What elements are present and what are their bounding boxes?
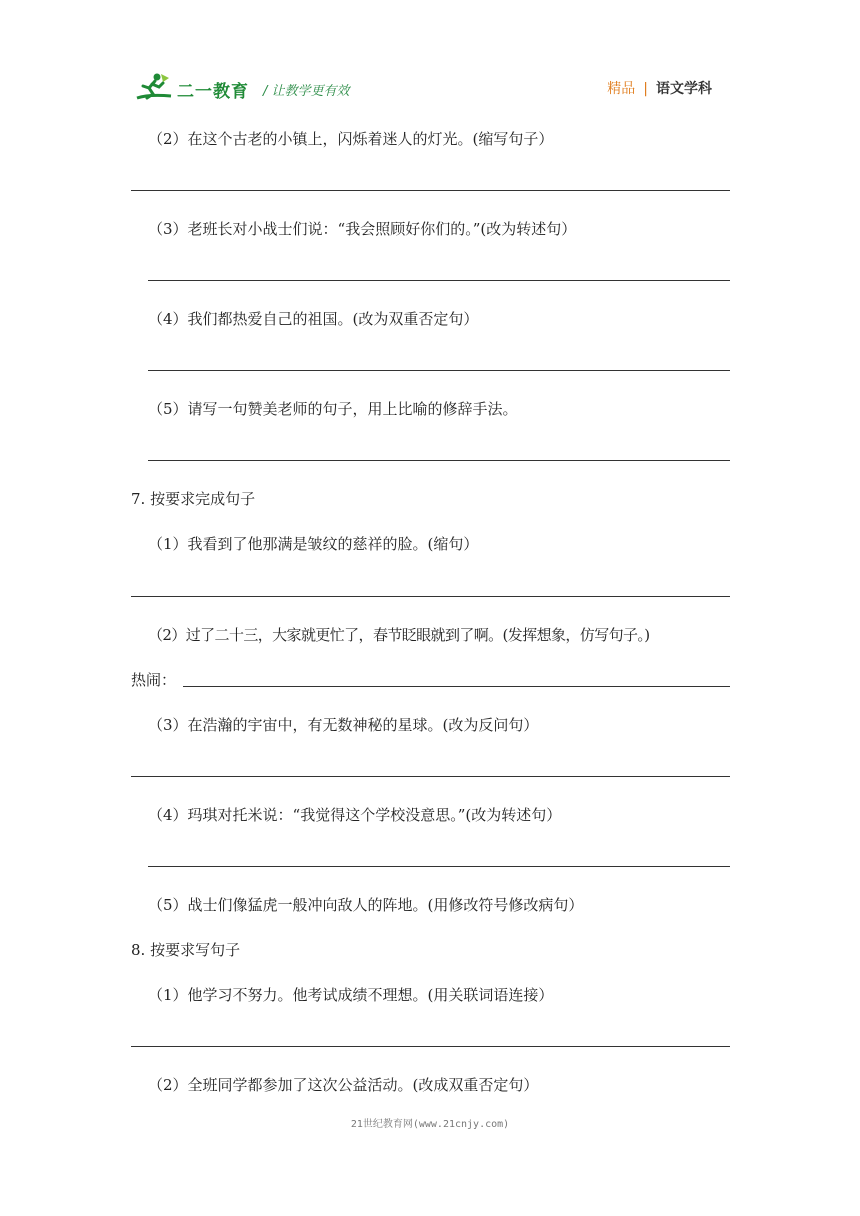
q6-3-text: （3）老班长对小战士们说：“我会照顾好你们的。”(改为转述句） xyxy=(148,220,577,238)
answer-line[interactable] xyxy=(131,190,730,191)
runner-logo-icon xyxy=(135,72,173,106)
header-separator: | xyxy=(643,81,648,97)
q7-5-text: （5）战士们像猛虎一般冲向敌人的阵地。(用修改符号修改病句） xyxy=(148,896,584,914)
answer-line[interactable] xyxy=(148,280,730,281)
answer-line[interactable] xyxy=(131,596,730,597)
q7-3-text: （3）在浩瀚的宇宙中，有无数神秘的星球。(改为反问句） xyxy=(148,716,539,734)
q7-heading: 7. 按要求完成句子 xyxy=(131,490,256,508)
quality-tag: 精品 xyxy=(607,81,636,97)
answer-line[interactable] xyxy=(148,370,730,371)
logo xyxy=(135,72,350,106)
page-header xyxy=(135,72,730,106)
q8-heading: 8. 按要求写句子 xyxy=(131,941,241,959)
answer-line[interactable] xyxy=(183,686,730,687)
q6-4-text: （4）我们都热爱自己的祖国。(改为双重否定句） xyxy=(148,310,479,328)
slogan: / 让教学更有效 xyxy=(263,83,350,99)
answer-line[interactable] xyxy=(148,460,730,461)
q7-4-text: （4）玛琪对托米说：“我觉得这个学校没意思。”(改为转述句） xyxy=(148,806,562,824)
answer-line[interactable] xyxy=(131,776,730,777)
q6-2-text: （2）在这个古老的小镇上，闪烁着迷人的灯光。(缩写句子） xyxy=(148,130,554,148)
subject-label: 语文学科 xyxy=(656,81,712,97)
q7-2-prefix: 热闹： xyxy=(131,671,177,689)
answer-line[interactable] xyxy=(148,866,730,867)
header-subject xyxy=(607,78,712,98)
q8-2-text: （2）全班同学都参加了这次公益活动。(改成双重否定句） xyxy=(148,1076,539,1094)
q7-1-text: （1）我看到了他那满是皱纹的慈祥的脸。(缩句） xyxy=(148,535,479,553)
q7-2-text: （2）过了二十三，大家就更忙了，春节眨眼就到了啊。(发挥想象，仿写句子。) xyxy=(148,626,650,644)
logo-text: 二一教育 xyxy=(177,81,249,102)
q8-1-text: （1）他学习不努力。他考试成绩不理想。(用关联词语连接） xyxy=(148,986,554,1004)
page-footer: 21世纪教育网(www.21cnjy.com) xyxy=(350,1119,510,1130)
answer-line[interactable] xyxy=(131,1046,730,1047)
q6-5-text: （5）请写一句赞美老师的句子，用上比喻的修辞手法。 xyxy=(148,400,518,418)
